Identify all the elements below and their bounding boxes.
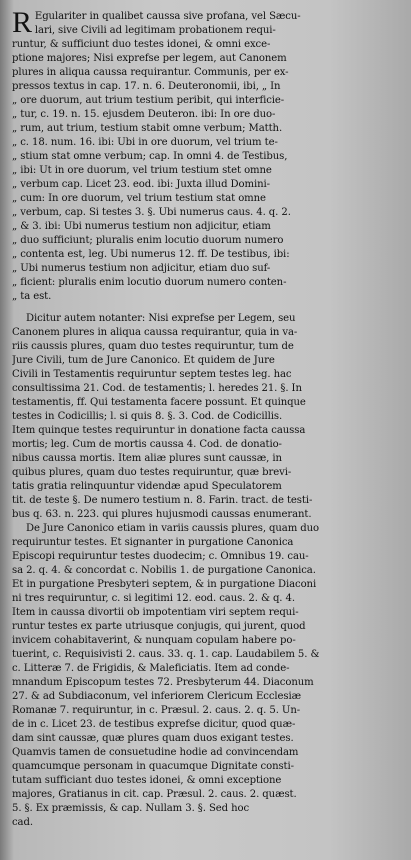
text-line: mortis; leg. Cum de mortis caussa 4. Cod. de donatio- [12,439,282,450]
text-line: plures in aliqua caussa requirantur. Communis, per ex- [12,67,289,78]
text-line: c. Litteræ 7. de Frigidis, & Maleficiatis. Item ad conde- [12,663,290,674]
text-line: dam sint caussæ, quæ plures quam duos exigant testes. [12,733,294,744]
text-line: de in c. Licet 23. de testibus exprefse dicitur, quod quæ- [12,719,296,730]
text-line: riis caussis plures, quam duo testes requiruntur, tum de [12,341,294,352]
text-line: consultissima 21. Cod. de testamentis; l. heredes 21. §. In [12,383,302,394]
text-line: tutam sufficiant duo testes idonei, & omni exceptione [12,775,282,786]
text-line: „ stium stat omne verbum; cap. In omni 4. de Testibus, [12,151,288,162]
text-line: invicem cohabitaverint, & nunquam copulam habere po- [12,635,296,646]
text-line: pressos textus in cap. 17. n. 6. Deuteronomii, ibi, „ In [12,81,281,92]
text-line: „ verbum, cap. Si testes 3. §. Ubi numerus caus. 4. q. 2. [12,207,291,218]
text-line: tatis gratia relinquuntur videndæ apud Speculatorem [12,481,282,492]
text-line: mnandum Episcopum testes 72. Presbyterum 44. Diaconum [12,677,314,688]
drop-cap: R [12,6,32,39]
text-line: bus q. 63. n. 223. qui plures hujusmodi caussas enumerant. [12,509,312,520]
text-line: requiruntur testes. Et signanter in purgatione Canonica [12,537,294,548]
text-line: „ ibi: Ut in ore duorum, vel trium testium stet omne [12,165,272,176]
paragraph-3 [12,522,403,830]
text-line: „ ficient: pluralis enim locutio duorum numero conten- [12,277,287,288]
text-line: 27. & ad Subdiaconum, vel inferiorem Clericum Ecclesiæ [12,691,301,702]
text-line: runtur, & sufficiunt duo testes idonei, & omni exce- [12,39,271,50]
text-line: Dicitur autem notanter: Nisi exprefse per Legem, seu [26,313,296,324]
text-line: De Jure Canonico etiam in variis caussis plures, quam duo [26,523,320,534]
text-line: Romanæ 7. requiruntur, in c. Præsul. 2. caus. 2. q. 5. Un- [12,705,301,716]
text-line: ptione majores; Nisi exprefse per legem, aut Canonem [12,53,287,64]
text-line: Civili in Testamentis requiruntur septem testes leg. hac [12,369,292,380]
paragraph-2-lines [12,312,403,522]
text-line: Jure Civili, tum de Jure Canonico. Et quidem de Jure [12,355,275,366]
text-line: „ & 3. ibi: Ubi numerus testium non adjicitur, etiam [12,221,271,232]
paragraph-1 [12,6,403,304]
text-line: quibus plures, quam duo testes requiruntur, quæ brevi- [12,467,292,478]
text-line: „ contenta est, leg. Ubi numerus 12. ff. De testibus, ibi: [12,249,290,260]
text-line: „ verbum cap. Licet 23. eod. ibi: Juxta illud Domini- [12,179,270,190]
text-line: „ cum: In ore duorum, vel trium testium stat omne [12,193,266,204]
text-line: runtur testes ex parte utriusque conjugis, qui jurent, quod [12,621,306,632]
text-line: „ ta est. [12,291,52,302]
text-line: sa 2. q. 4. & concordat c. Nobilis 1. de purgatione Canonica. [12,565,316,576]
paragraph-3-lines [12,522,403,830]
text-line: tit. de teste §. De numero testium n. 8. Farin. tract. de testi- [12,495,313,506]
text-line: quamcumque personam in quacumque Dignitate consti- [12,761,294,772]
paragraph-2 [12,312,403,522]
paragraph-1-lines [12,6,403,304]
text-line: „ c. 18. num. 16. ibi: Ubi in ore duorum, vel trium te- [12,137,278,148]
text-line: Et in purgatione Presbyteri septem, & in purgatione Diaconi [12,579,317,590]
text-line: Episcopi requiruntur testes duodecim; c. Omnibus 19. cau- [12,551,309,562]
text-line: „ tur, c. 19. n. 15. ejusdem Deuteron. ibi: In ore duo- [12,109,276,120]
text-line: „ duo sufficiunt; pluralis enim locutio duorum numero [12,235,284,246]
text-line: 5. §. Ex præmissis, & cap. Nullam 3. §. Sed hoc [12,803,250,814]
text-line: cad. [12,817,33,828]
text-line: lari, sive Civili ad legitimam probationem requi- [34,25,276,36]
text-line: Item quinque testes requiruntur in donatione facta caussa [12,425,306,436]
text-line: „ Ubi numerus testium non adjicitur, etiam duo suf- [12,263,271,274]
text-line: Item in caussa divortii ob impotentiam viri septem requi- [12,607,299,618]
text-line: Egulariter in qualibet caussa sive profana, vel Sæcu- [34,11,301,22]
text-line: Canonem plures in aliqua caussa requirantur, quia in va- [12,327,298,338]
text-line: testes in Codicillis; l. si quis 8. §. 3. Cod. de Codicillis. [12,411,283,422]
text-line: ni tres requiruntur, c. si legitimi 12. eod. caus. 2. & q. 4. [12,593,295,604]
text-line: testamentis, ff. Qui testamenta facere possunt. Et quinque [12,397,306,408]
text-line: „ rum, aut trium, testium stabit omne verbum; Matth. [12,123,283,134]
text-line: Quamvis tamen de consuetudine hodie ad convincendam [12,747,299,758]
text-line: majores, Gratianus in cit. cap. Præsul. 2. caus. 2. quæst. [12,789,297,800]
text-line: tuerint, c. Requisivisti 2. caus. 33. q. 1. cap. Laudabilem 5. & [12,649,320,660]
text-line: „ ore duorum, aut trium testium peribit, qui interficie- [12,95,285,106]
text-line: nibus caussa mortis. Item aliæ plures sunt caussæ, in [12,453,282,464]
